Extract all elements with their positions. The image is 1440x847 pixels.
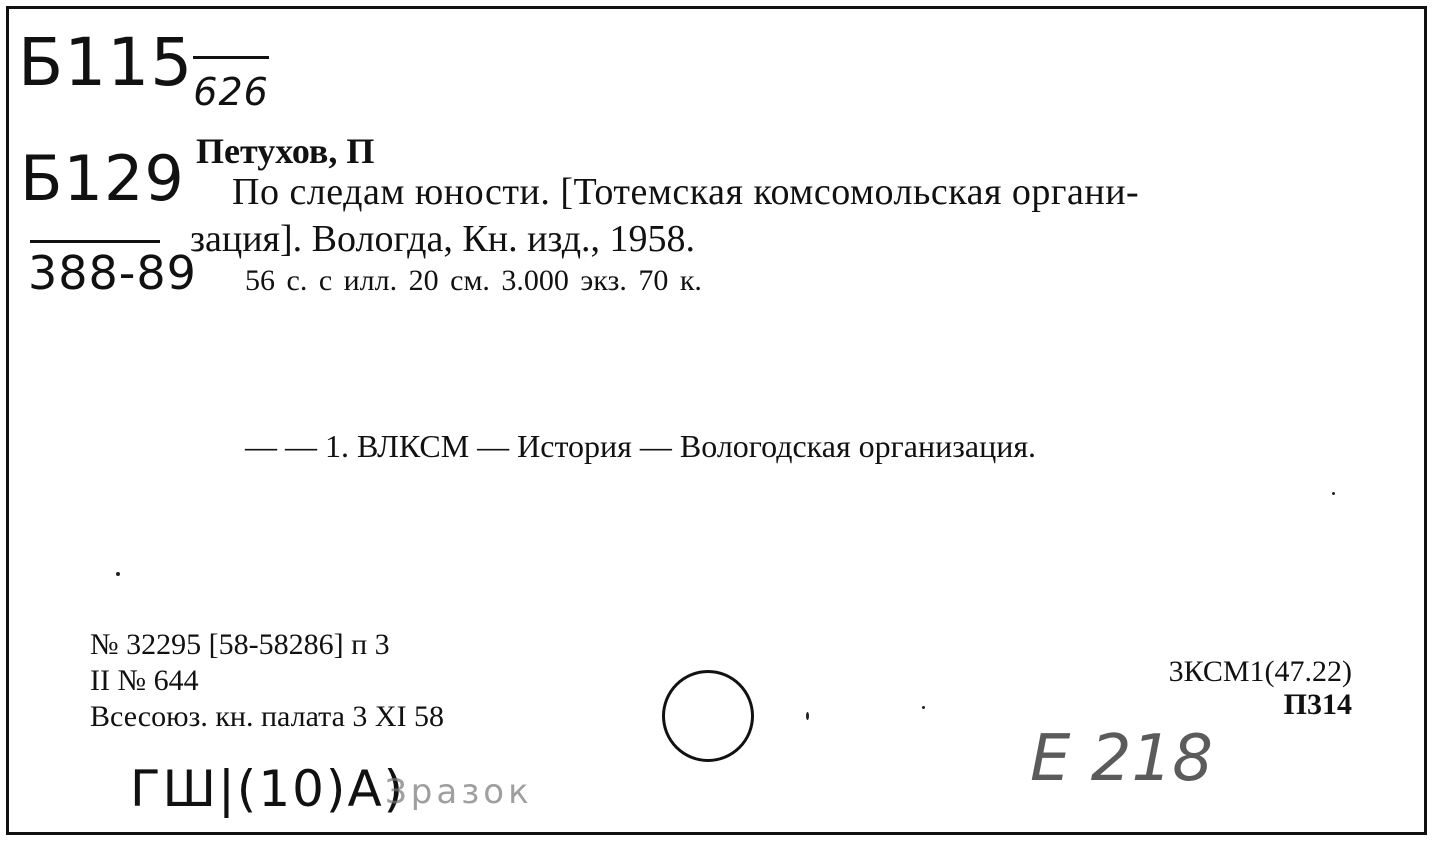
registration-line3: Всесоюз. кн. палата 3 XI 58 [90,700,445,733]
handwritten-corner-note: Е 218 [1030,722,1213,796]
entry-title-line2: зация]. Вологда, Кн. изд., 1958. [190,218,696,260]
ink-speck [806,712,809,720]
faint-stamp-text: Зразок [385,772,533,812]
shelfmark-superscript: 626 [193,56,269,125]
registration-line1: № 32295 [58-58286] п 3 [90,628,390,661]
handwritten-shelfmark-main [18,24,269,114]
handwritten-divider [30,240,160,243]
handwritten-shelfmark-third: 388-89 [28,246,197,300]
entry-title-line1: По следам юности. [Тотемская комсомольская органи- [232,171,1140,213]
registration-line2: II № 644 [90,664,199,697]
subject-heading: — — 1. ВЛКСМ — История — Вологодская организация. [245,428,1037,464]
author-mark: П314 [1283,688,1352,721]
handwritten-bottom-note: ГШ|(10)А) [130,760,406,818]
ink-speck [922,706,925,709]
handwritten-shelfmark-second: Б129 [20,142,185,215]
entry-collation: 56 с. с илл. 20 см. 3.000 экз. 70 к. [245,264,702,297]
punch-hole-circle [662,670,754,762]
ink-speck [116,572,120,576]
ink-speck [1332,492,1335,495]
shelfmark-main-text: Б115 [18,24,194,101]
classification-code: 3КСМ1(47.22) [1168,655,1352,688]
entry-author: Петухов, П [196,131,375,171]
